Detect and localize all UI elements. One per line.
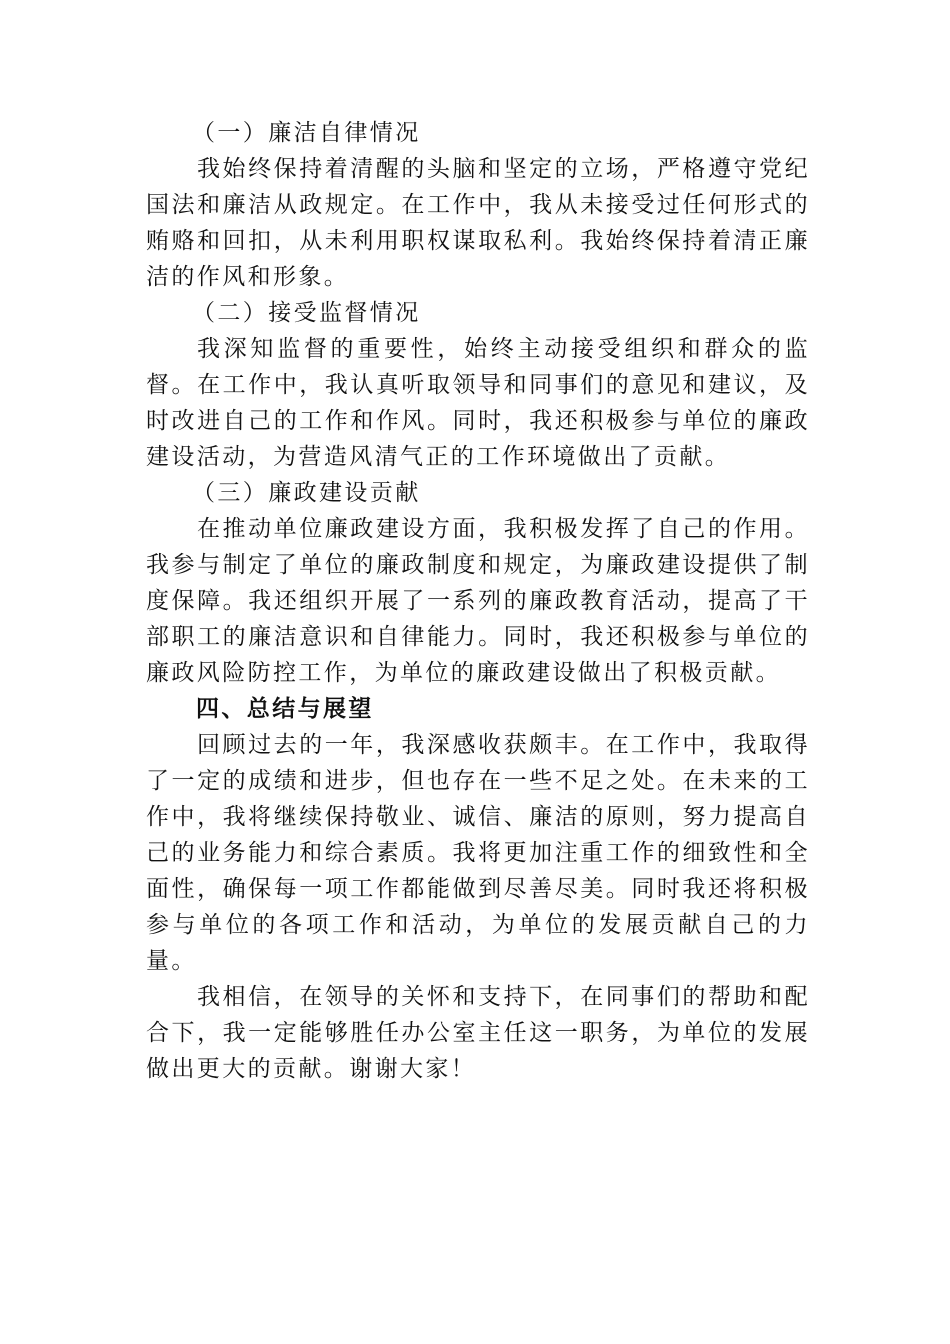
section-paragraph-supervision: 我深知监督的重要性，始终主动接受组织和群众的监督。在工作中，我认真听取领导和同事们的意见和建议，及时改进自己的工作和作风。同时，我还积极参与单位的廉政建设活动，为营造风清气正的工作环境做出了贡献。 <box>146 336 810 470</box>
section-heading-supervision: （二）接受监督情况 <box>192 300 421 326</box>
summary-paragraph-review: 回顾过去的一年，我深感收获颇丰。在工作中，我取得了一定的成绩和进步，但也存在一些不足之处。在未来的工作中，我将继续保持敬业、诚信、廉洁的原则，努力提高自己的业务能力和综合素质。我将更加注重工作的细致性和全面性，确保每一项工作都能做到尽善尽美。同时我还将积极参与单位的各项工作和活动，为单位的发展贡献自己的力量。 <box>146 732 810 974</box>
section-paragraph-integrity: 我始终保持着清醒的头脑和坚定的立场，严格遵守党纪国法和廉洁从政规定。在工作中，我从未接受过任何形式的贿赂和回扣，从未利用职权谋取私利。我始终保持着清正廉洁的作风和形象。 <box>146 156 810 290</box>
summary-paragraph-closing: 我相信，在领导的关怀和支持下，在同事们的帮助和配合下，我一定能够胜任办公室主任这一职务，为单位的发展做出更大的贡献。谢谢大家！ <box>146 984 810 1082</box>
document-page <box>146 115 810 1087</box>
section-paragraph-contribution: 在推动单位廉政建设方面，我积极发挥了自己的作用。我参与制定了单位的廉政制度和规定，为廉政建设提供了制度保障。我还组织开展了一系列的廉政教育活动，提高了干部职工的廉洁意识和自律能力。同时，我还积极参与单位的廉政风险防控工作，为单位的廉政建设做出了积极贡献。 <box>146 516 810 686</box>
section-heading-contribution: （三）廉政建设贡献 <box>192 480 421 506</box>
section-heading-integrity: （一）廉洁自律情况 <box>192 120 421 146</box>
summary-heading: 四、总结与展望 <box>196 696 374 722</box>
